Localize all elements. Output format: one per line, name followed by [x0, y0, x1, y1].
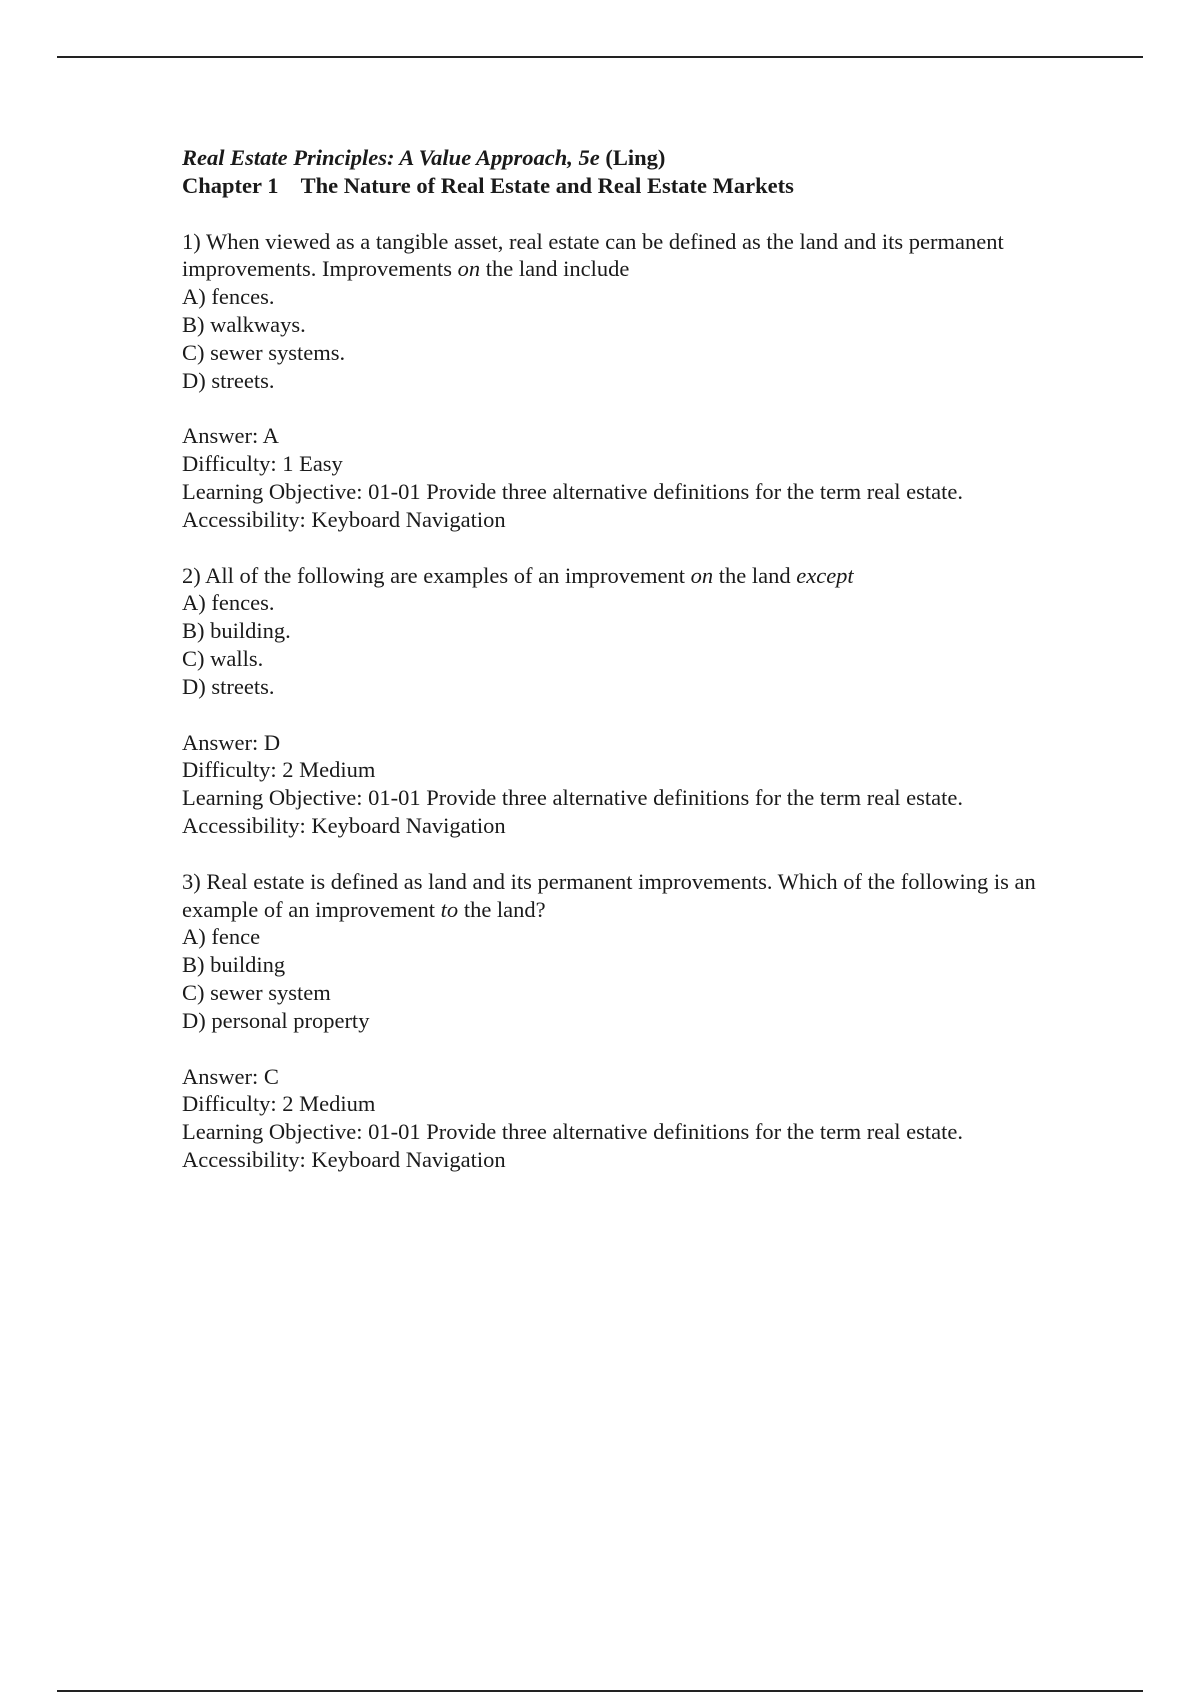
- question-meta: [182, 1063, 1082, 1174]
- question-stem: 3) Real estate is defined as land and its permanent improvements. Which of the following is an example of an improvement to the land?: [182, 868, 1036, 922]
- chapter-heading: [182, 172, 1082, 200]
- answer: Answer: D: [182, 729, 281, 755]
- option-c: C) sewer system: [182, 979, 331, 1005]
- title-block: [182, 144, 1082, 200]
- difficulty: Difficulty: 2 Medium: [182, 757, 376, 783]
- option-a: A) fences.: [182, 284, 275, 310]
- option-c: C) sewer systems.: [182, 339, 346, 365]
- book-title: Real Estate Principles: A Value Approach, 5e: [182, 145, 600, 170]
- accessibility: Accessibility: Keyboard Navigation: [182, 1146, 506, 1172]
- chapter-label: Chapter 1: [182, 172, 279, 198]
- question-stem: 2) All of the following are examples of an improvement on the land except: [182, 562, 854, 588]
- question-2: [182, 562, 1082, 840]
- question-3: [182, 868, 1082, 1174]
- option-b: B) building: [182, 952, 286, 978]
- footer-rule: [57, 1690, 1143, 1692]
- option-d: D) personal property: [182, 1007, 370, 1033]
- option-d: D) streets.: [182, 673, 275, 699]
- learning-objective: Learning Objective: 01-01 Provide three alternative definitions for the term real estate.: [182, 1119, 963, 1145]
- learning-objective: Learning Objective: 01-01 Provide three alternative definitions for the term real estate.: [182, 478, 963, 504]
- option-c: C) walls.: [182, 645, 264, 671]
- question-meta: [182, 729, 1082, 840]
- option-a: A) fence: [182, 924, 261, 950]
- document-body: [182, 144, 1082, 1174]
- difficulty: Difficulty: 2 Medium: [182, 1091, 376, 1117]
- option-b: B) walkways.: [182, 311, 306, 337]
- header-rule: [57, 56, 1143, 58]
- accessibility: Accessibility: Keyboard Navigation: [182, 506, 506, 532]
- book-author: (Ling): [605, 145, 666, 170]
- accessibility: Accessibility: Keyboard Navigation: [182, 812, 506, 838]
- question-1: [182, 228, 1082, 534]
- chapter-title: The Nature of Real Estate and Real Estate Markets: [300, 172, 794, 198]
- difficulty: Difficulty: 1 Easy: [182, 451, 343, 477]
- answer: Answer: C: [182, 1063, 279, 1089]
- learning-objective: Learning Objective: 01-01 Provide three alternative definitions for the term real estate.: [182, 785, 963, 811]
- option-a: A) fences.: [182, 590, 275, 616]
- question-meta: [182, 422, 1082, 533]
- answer: Answer: A: [182, 423, 279, 449]
- option-b: B) building.: [182, 618, 291, 644]
- option-d: D) streets.: [182, 367, 275, 393]
- book-title-line: [182, 144, 1082, 172]
- question-stem: 1) When viewed as a tangible asset, real estate can be defined as the land and its permanent improvements. Improvements on the land include: [182, 228, 1004, 282]
